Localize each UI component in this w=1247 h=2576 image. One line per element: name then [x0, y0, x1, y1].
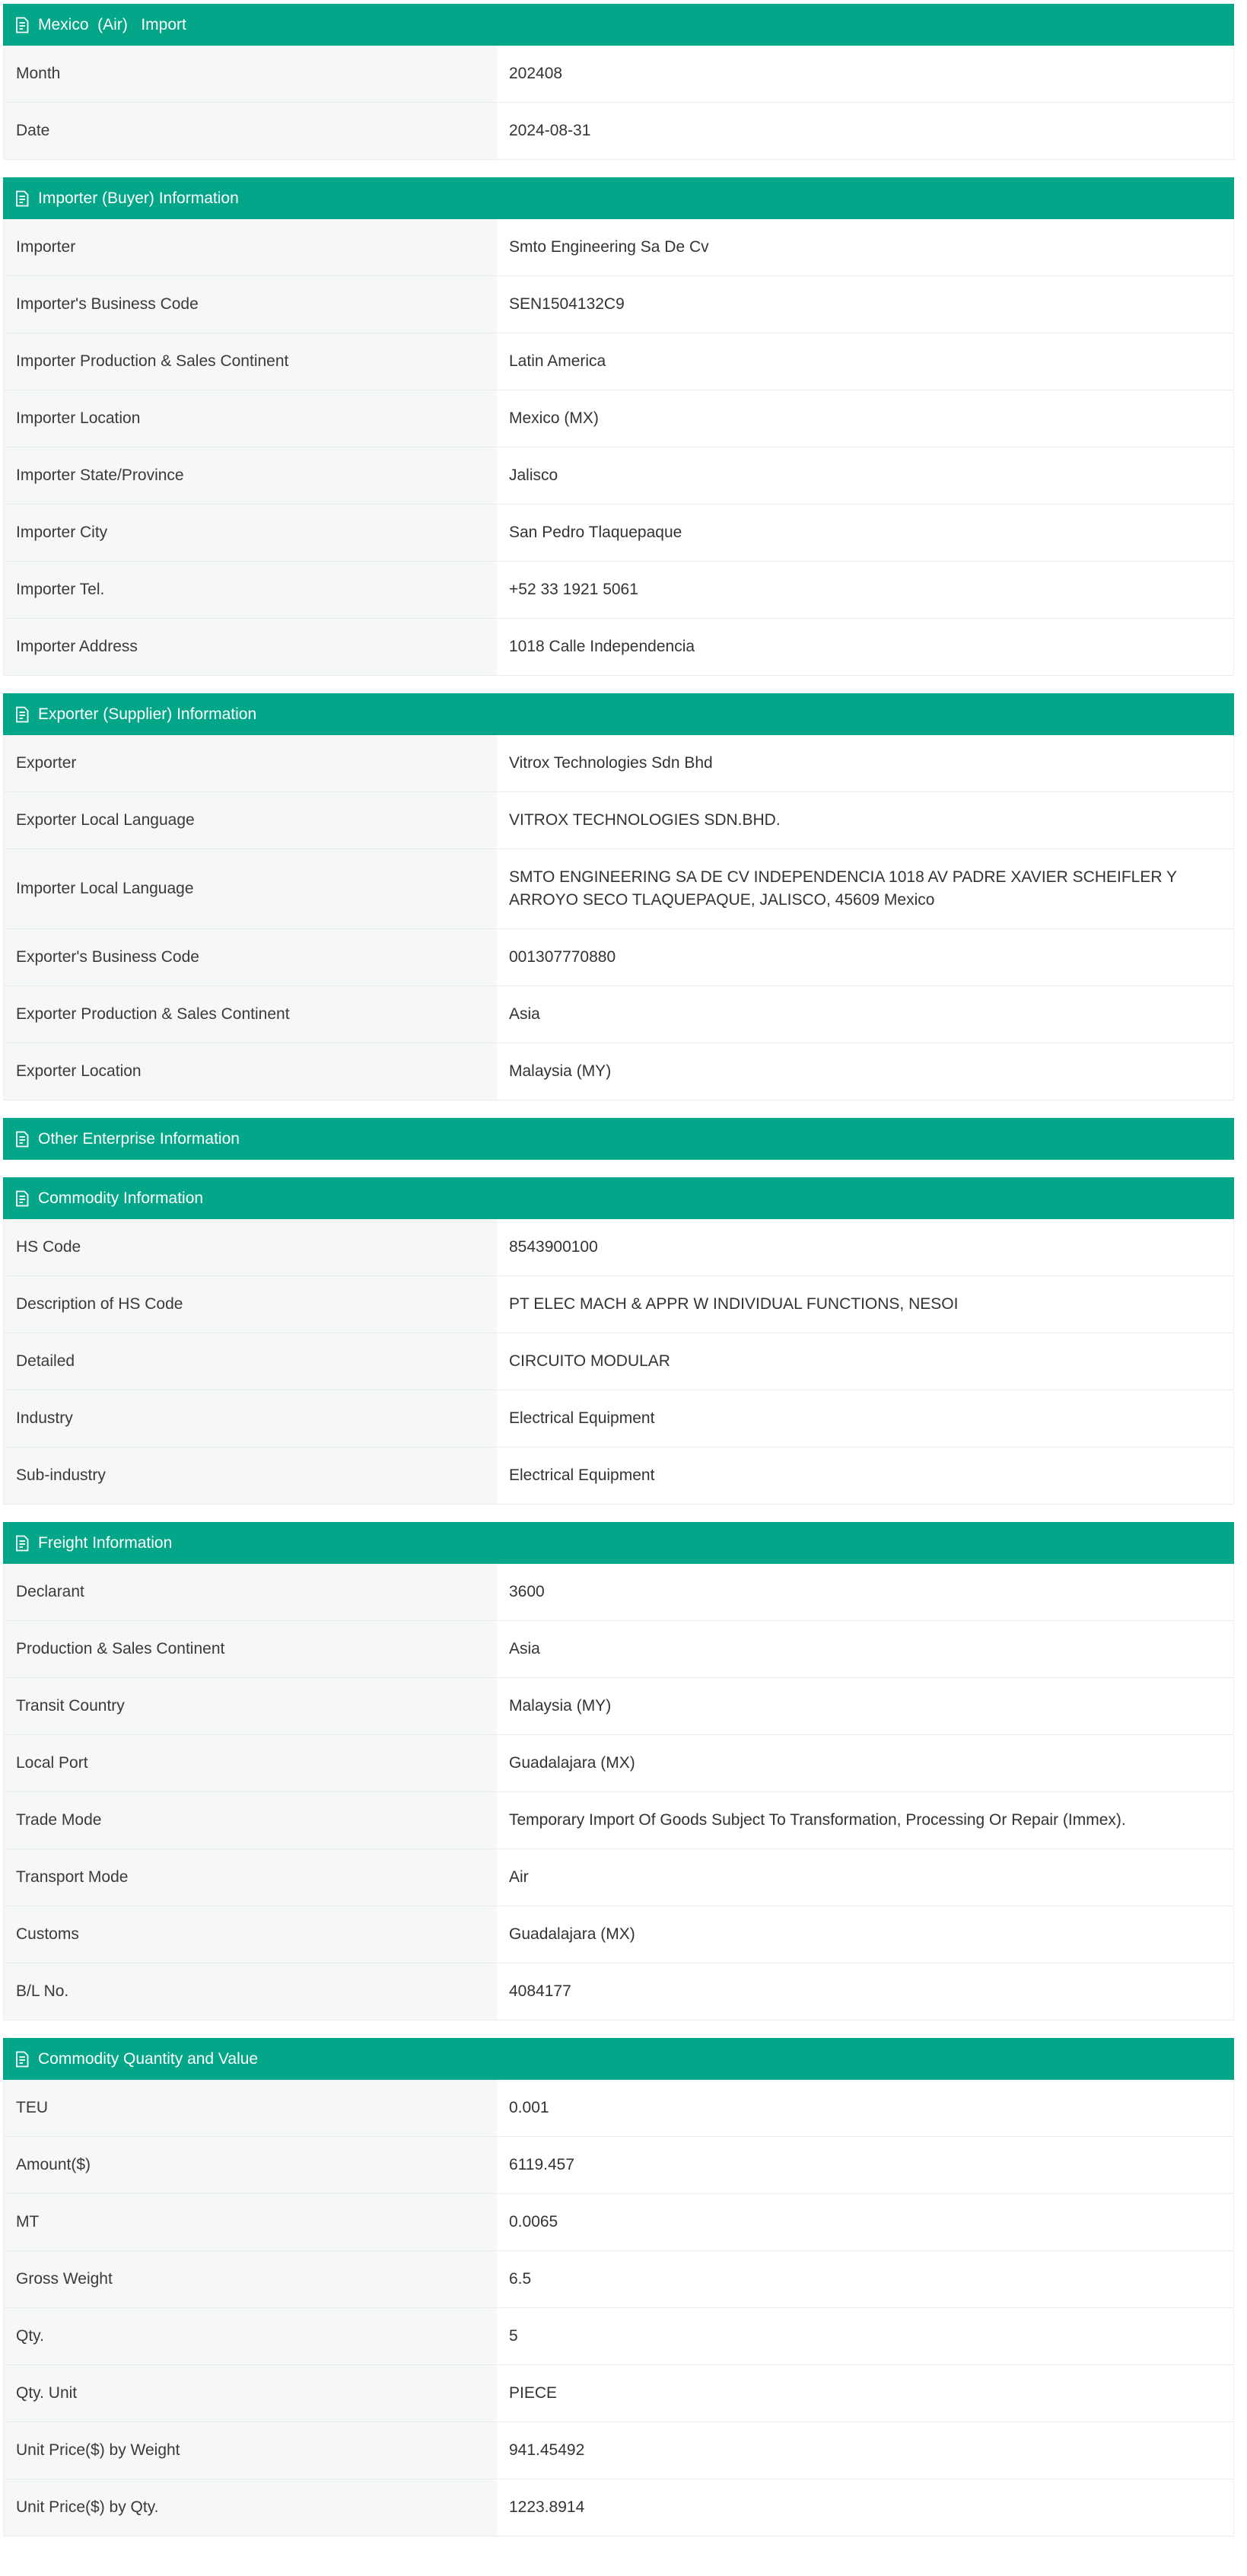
- field-label: Exporter's Business Code: [4, 929, 497, 986]
- document-icon: [14, 1189, 30, 1208]
- field-row: [4, 1849, 1233, 1906]
- field-value: Air: [509, 1868, 529, 1886]
- section-title: Freight Information: [38, 1533, 173, 1552]
- field-value: VITROX TECHNOLOGIES SDN.BHD.: [509, 811, 781, 829]
- section-title: Mexico (Air) Import: [38, 15, 186, 33]
- field-label: Detailed: [4, 1333, 497, 1390]
- field-table: [3, 735, 1234, 1100]
- field-value: Asia: [509, 1640, 540, 1657]
- field-value: 3600: [509, 1583, 545, 1600]
- field-value: Vitrox Technologies Sdn Bhd: [509, 754, 713, 772]
- section-header: [3, 4, 1234, 46]
- field-row: [4, 2080, 1233, 2137]
- field-value: PIECE: [509, 2384, 558, 2402]
- field-row: [4, 562, 1233, 619]
- field-label: Production & Sales Continent: [4, 1621, 497, 1677]
- field-row: [4, 1043, 1233, 1100]
- field-value: Latin America: [509, 352, 606, 370]
- field-value: 6.5: [509, 2270, 532, 2288]
- field-label: Transport Mode: [4, 1849, 497, 1906]
- field-label: TEU: [4, 2080, 497, 2136]
- section-title: Exporter (Supplier) Information: [38, 705, 257, 723]
- field-value: 4084177: [509, 1982, 571, 2000]
- field-table: [3, 1219, 1234, 1505]
- field-row: [4, 2479, 1233, 2536]
- field-value: +52 33 1921 5061: [509, 581, 638, 598]
- field-value: 1223.8914: [509, 2498, 585, 2516]
- document-icon: [14, 189, 30, 208]
- field-row: [4, 447, 1233, 505]
- field-row: [4, 2308, 1233, 2365]
- document-icon: [14, 1534, 30, 1552]
- field-label: Importer Location: [4, 390, 497, 447]
- field-value: Electrical Equipment: [509, 1409, 655, 1427]
- field-row: [4, 1219, 1233, 1276]
- field-row: [4, 1906, 1233, 1963]
- field-label: Exporter: [4, 735, 497, 791]
- field-value: Guadalajara (MX): [509, 1925, 635, 1943]
- field-row: [4, 219, 1233, 276]
- field-row: [4, 929, 1233, 986]
- field-table: [3, 1564, 1234, 2020]
- field-row: [4, 1621, 1233, 1678]
- section-header: [3, 177, 1234, 219]
- field-label: Trade Mode: [4, 1792, 497, 1848]
- field-row: [4, 390, 1233, 447]
- section-quantity: [3, 2038, 1234, 2536]
- document-icon: [14, 16, 30, 34]
- section-header: [3, 693, 1234, 735]
- field-label: Industry: [4, 1390, 497, 1447]
- field-label: Declarant: [4, 1564, 497, 1620]
- field-value: 5: [509, 2327, 518, 2345]
- field-row: [4, 103, 1233, 160]
- field-row: [4, 1963, 1233, 2020]
- field-row: [4, 619, 1233, 676]
- field-row: [4, 1333, 1233, 1390]
- section-general: [3, 4, 1234, 160]
- field-label: Qty. Unit: [4, 2365, 497, 2422]
- field-row: [4, 1792, 1233, 1849]
- field-label: Date: [4, 103, 497, 159]
- field-value: San Pedro Tlaquepaque: [509, 524, 682, 541]
- field-label: Amount($): [4, 2137, 497, 2193]
- field-value: 001307770880: [509, 948, 616, 966]
- section-commodity: [3, 1177, 1234, 1505]
- field-table: [3, 46, 1234, 160]
- field-label: Month: [4, 46, 497, 102]
- field-value: 0.001: [509, 2099, 549, 2116]
- field-table: [3, 2080, 1234, 2536]
- field-label: Customs: [4, 1906, 497, 1963]
- field-label: Local Port: [4, 1735, 497, 1791]
- field-label: Sub-industry: [4, 1447, 497, 1504]
- field-row: [4, 792, 1233, 849]
- field-row: [4, 1390, 1233, 1447]
- field-label: Description of HS Code: [4, 1276, 497, 1333]
- section-title: Commodity Information: [38, 1189, 204, 1207]
- section-other: [3, 1118, 1234, 1160]
- field-label: Importer's Business Code: [4, 276, 497, 333]
- field-label: MT: [4, 2194, 497, 2250]
- field-label: B/L No.: [4, 1963, 497, 2020]
- field-label: Importer Local Language: [4, 849, 497, 928]
- field-value: SEN1504132C9: [509, 295, 625, 313]
- field-value: Mexico (MX): [509, 409, 599, 427]
- field-row: [4, 1276, 1233, 1333]
- field-label: Importer Production & Sales Continent: [4, 333, 497, 390]
- field-row: [4, 1735, 1233, 1792]
- field-row: [4, 735, 1233, 792]
- field-label: Unit Price($) by Qty.: [4, 2479, 497, 2536]
- field-label: HS Code: [4, 1219, 497, 1275]
- document-icon: [14, 2050, 30, 2068]
- field-value: PT ELEC MACH & APPR W INDIVIDUAL FUNCTIONS, NESOI: [509, 1295, 959, 1313]
- field-value: 6119.457: [509, 2156, 575, 2173]
- field-label: Unit Price($) by Weight: [4, 2422, 497, 2479]
- field-label: Exporter Local Language: [4, 792, 497, 849]
- field-value: 1018 Calle Independencia: [509, 638, 695, 655]
- field-table: [3, 219, 1234, 676]
- section-title: Importer (Buyer) Information: [38, 189, 239, 207]
- field-row: [4, 2251, 1233, 2308]
- field-value: Asia: [509, 1005, 540, 1023]
- section-freight: [3, 1522, 1234, 2020]
- field-label: Qty.: [4, 2308, 497, 2364]
- field-value: Guadalajara (MX): [509, 1754, 635, 1772]
- field-row: [4, 333, 1233, 390]
- field-value: Malaysia (MY): [509, 1697, 612, 1715]
- field-row: [4, 2137, 1233, 2194]
- field-value: Malaysia (MY): [509, 1062, 612, 1080]
- field-value: 941.45492: [509, 2441, 585, 2459]
- field-value: 8543900100: [509, 1238, 598, 1256]
- field-value: Smto Engineering Sa De Cv: [509, 238, 709, 256]
- field-row: [4, 849, 1233, 929]
- field-value: Electrical Equipment: [509, 1466, 655, 1484]
- field-value: 0.0065: [509, 2213, 558, 2231]
- field-row: [4, 1447, 1233, 1505]
- section-title: Other Enterprise Information: [38, 1129, 240, 1148]
- document-icon: [14, 1130, 30, 1148]
- field-label: Transit Country: [4, 1678, 497, 1734]
- field-row: [4, 46, 1233, 103]
- field-label: Importer: [4, 219, 497, 275]
- field-label: Importer City: [4, 505, 497, 561]
- field-value: SMTO ENGINEERING SA DE CV INDEPENDENCIA 1018 AV PADRE XAVIER SCHEIFLER Y ARROYO SECO TLAQUEPAQUE, JALISCO, 45609 Mexico: [509, 868, 1177, 909]
- field-label: Exporter Production & Sales Continent: [4, 986, 497, 1043]
- field-label: Importer State/Province: [4, 447, 497, 504]
- field-row: [4, 2422, 1233, 2479]
- field-value: 202408: [509, 65, 563, 82]
- field-label: Exporter Location: [4, 1043, 497, 1100]
- field-value: Jalisco: [509, 466, 558, 484]
- section-header: [3, 1118, 1234, 1160]
- field-row: [4, 1564, 1233, 1621]
- field-row: [4, 276, 1233, 333]
- section-exporter: [3, 693, 1234, 1100]
- section-importer: [3, 177, 1234, 676]
- field-row: [4, 2194, 1233, 2251]
- field-value: 2024-08-31: [509, 122, 591, 139]
- field-label: Importer Address: [4, 619, 497, 675]
- field-row: [4, 1678, 1233, 1735]
- section-header: [3, 2038, 1234, 2080]
- field-row: [4, 2365, 1233, 2422]
- field-label: Importer Tel.: [4, 562, 497, 618]
- field-value: Temporary Import Of Goods Subject To Transformation, Processing Or Repair (Immex).: [509, 1811, 1126, 1829]
- field-row: [4, 505, 1233, 562]
- field-label: Gross Weight: [4, 2251, 497, 2307]
- field-value: CIRCUITO MODULAR: [509, 1352, 670, 1370]
- document-icon: [14, 705, 30, 724]
- field-row: [4, 986, 1233, 1043]
- section-header: [3, 1522, 1234, 1564]
- section-header: [3, 1177, 1234, 1219]
- section-title: Commodity Quantity and Value: [38, 2049, 259, 2068]
